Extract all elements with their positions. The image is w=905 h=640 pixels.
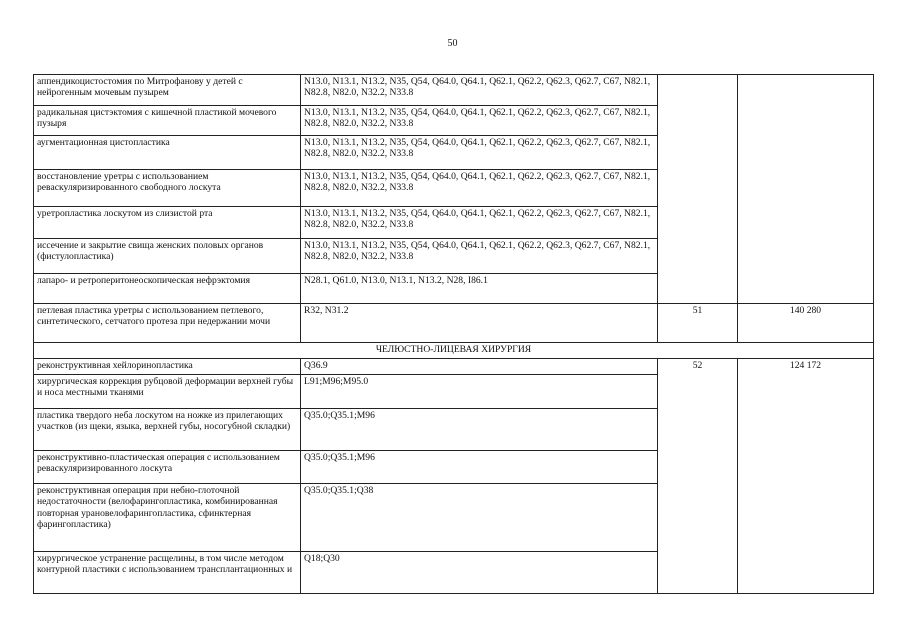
- diagnosis-codes: L91;M96;M95.0: [301, 375, 658, 409]
- procedure-name: реконструктивная операция при небно-глоточной недостаточности (велофарингопластика, комбинированная повторная урановелофарингопластика, сфинктерная фарингопластика): [34, 484, 301, 552]
- group-number: 51: [658, 304, 738, 343]
- diagnosis-codes: N28.1, Q61.0, N13.0, N13.1, N13.2, N28, I86.1: [301, 274, 658, 304]
- diagnosis-codes: Q35.0;Q35.1;M96: [301, 409, 658, 451]
- procedure-name: восстановление уретры с использованием реваскуляризированного свободного лоскута: [34, 170, 301, 207]
- procedure-name: уретропластика лоскутом из слизистой рта: [34, 207, 301, 239]
- procedure-name: аугментационная цистопластика: [34, 136, 301, 170]
- diagnosis-codes: N13.0, N13.1, N13.2, N35, Q54, Q64.0, Q64.1, Q62.1, Q62.2, Q62.3, Q62.7, C67, N82.1, N82.8, N82.0, N32.2, N33.8: [301, 106, 658, 136]
- procedure-name: хирургическое устранение расщелины, в том числе методом контурной пластики с использованием трансплантационных и: [34, 552, 301, 594]
- diagnosis-codes: Q35.0;Q35.1;M96: [301, 451, 658, 484]
- procedure-name: хирургическая коррекция рубцовой деформации верхней губы и носа местными тканями: [34, 375, 301, 409]
- diagnosis-codes: N13.0, N13.1, N13.2, N35, Q54, Q64.0, Q64.1, Q62.1, Q62.2, Q62.3, Q62.7, C67, N82.1, N82.8, N82.0, N32.2, N33.8: [301, 75, 658, 106]
- procedures-table: [33, 74, 874, 594]
- procedure-name: реконструктивная хейлоринопластика: [34, 359, 301, 375]
- group-cost: 124 172: [738, 359, 874, 594]
- procedure-name: пластика твердого неба лоскутом на ножке из прилегающих участков (из щеки, языка, верхней губы, носогубной складки): [34, 409, 301, 451]
- procedure-name: радикальная цистэктомия с кишечной пластикой мочевого пузыря: [34, 106, 301, 136]
- table-row: [34, 304, 874, 343]
- procedure-name: реконструктивно-пластическая операция с использованием реваскуляризированного лоскута: [34, 451, 301, 484]
- table-row: [34, 359, 874, 375]
- group-number-cell: [658, 75, 738, 304]
- diagnosis-codes: Q18;Q30: [301, 552, 658, 594]
- procedure-name: иссечение и закрытие свища женских половых органов (фистулопластика): [34, 239, 301, 274]
- procedure-name: лапаро- и ретроперитонеоскопическая нефрэктомия: [34, 274, 301, 304]
- section-title: ЧЕЛЮСТНО-ЛИЦЕВАЯ ХИРУРГИЯ: [34, 343, 874, 359]
- procedure-name: петлевая пластика уретры с использованием петлевого, синтетического, сетчатого протеза при недержании мочи: [34, 304, 301, 343]
- group-cost-cell: [738, 75, 874, 304]
- diagnosis-codes: N13.0, N13.1, N13.2, N35, Q54, Q64.0, Q64.1, Q62.1, Q62.2, Q62.3, Q62.7, C67, N82.1, N82.8, N82.0, N32.2, N33.8: [301, 207, 658, 239]
- page-number: 50: [447, 38, 458, 49]
- table-row: [34, 75, 874, 106]
- diagnosis-codes: N13.0, N13.1, N13.2, N35, Q54, Q64.0, Q64.1, Q62.1, Q62.2, Q62.3, Q62.7, C67, N82.1, N82.8, N82.0, N32.2, N33.8: [301, 239, 658, 274]
- diagnosis-codes: N13.0, N13.1, N13.2, N35, Q54, Q64.0, Q64.1, Q62.1, Q62.2, Q62.3, Q62.7, C67, N82.1, N82.8, N82.0, N32.2, N33.8: [301, 136, 658, 170]
- group-number: 52: [658, 359, 738, 594]
- procedure-name: аппендикоцистостомия по Митрофанову у детей с нейрогенным мочевым пузырем: [34, 75, 301, 106]
- diagnosis-codes: N13.0, N13.1, N13.2, N35, Q54, Q64.0, Q64.1, Q62.1, Q62.2, Q62.3, Q62.7, C67, N82.1, N82.8, N82.0, N32.2, N33.8: [301, 170, 658, 207]
- diagnosis-codes: Q35.0;Q35.1;Q38: [301, 484, 658, 552]
- diagnosis-codes: R32, N31.2: [301, 304, 658, 343]
- group-cost: 140 280: [738, 304, 874, 343]
- diagnosis-codes: Q36.9: [301, 359, 658, 375]
- section-row: [34, 343, 874, 359]
